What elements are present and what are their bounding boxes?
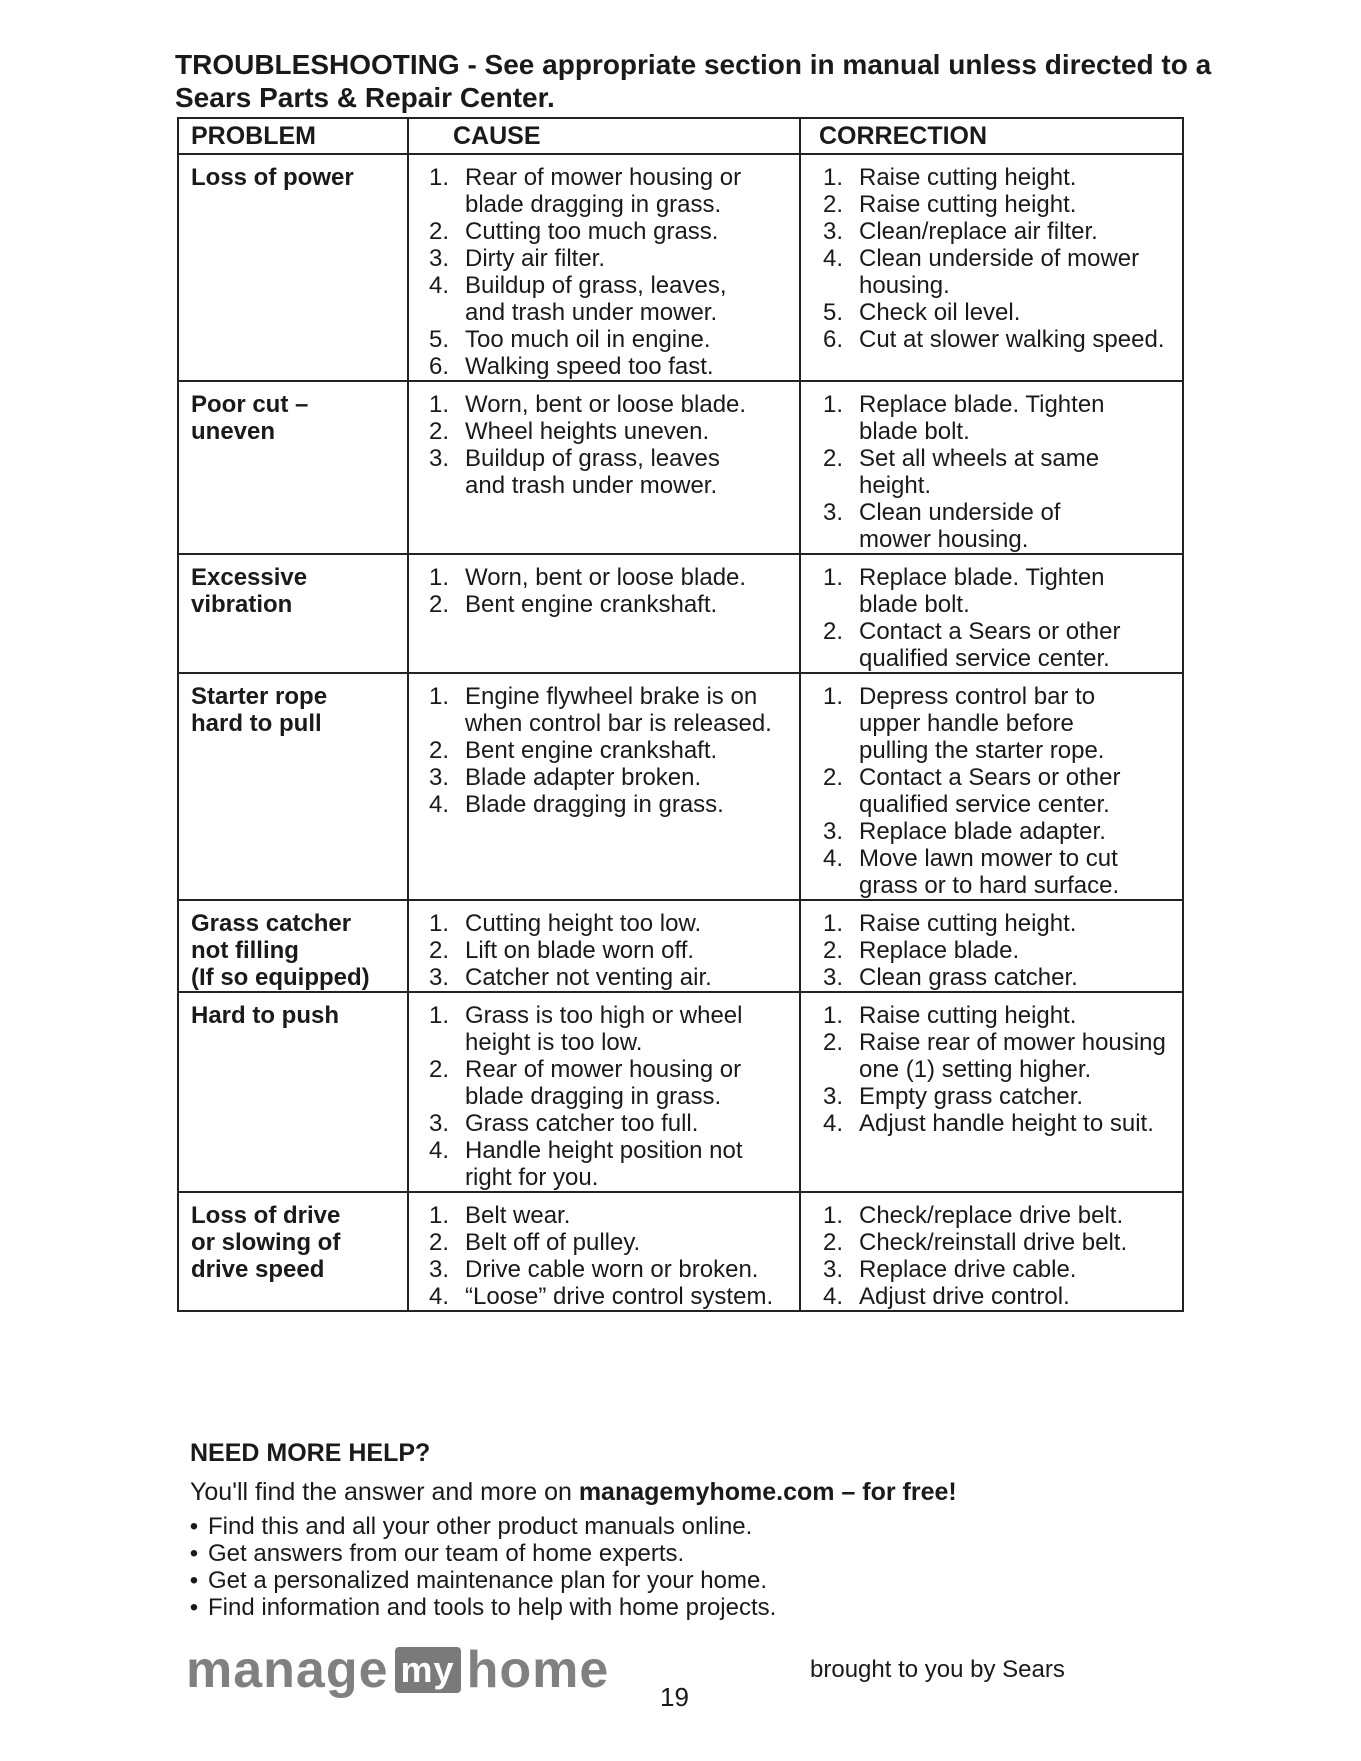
cause-item (425, 564, 799, 591)
item-number: 2. (429, 1056, 450, 1083)
item-number: 2. (823, 1029, 844, 1056)
item-number: 2. (429, 418, 450, 445)
item-number: 2. (429, 591, 450, 618)
item-number: 6. (429, 353, 450, 380)
table-header (179, 119, 1182, 155)
cause-cell (407, 674, 799, 899)
item-text: Replace blade adapter. (859, 818, 1106, 845)
cause-item (425, 272, 799, 326)
item-number: 2. (823, 1229, 844, 1256)
table-row (179, 382, 1182, 555)
item-number: 1. (429, 910, 450, 937)
bullet-dot-icon: • (189, 1567, 199, 1594)
correction-item (819, 618, 1182, 672)
cause-item (425, 1056, 799, 1110)
item-text: Clean underside of mower housing. (859, 245, 1140, 299)
problem-cell: Excessive vibration (191, 564, 308, 618)
item-text: Contact a Sears or other qualified service center. (859, 764, 1121, 818)
item-number: 2. (429, 737, 450, 764)
item-text: Engine flywheel brake is on when control bar is released. (465, 683, 772, 737)
item-number: 1. (429, 164, 450, 191)
cause-item (425, 1229, 799, 1256)
cause-item (425, 218, 799, 245)
correction-item (819, 1229, 1182, 1256)
correction-item (819, 1029, 1182, 1083)
item-number: 3. (823, 964, 844, 991)
correction-item (819, 445, 1182, 499)
cause-item (425, 683, 799, 737)
cause-item (425, 445, 799, 499)
table-row (179, 993, 1182, 1193)
correction-item (819, 499, 1182, 553)
item-number: 2. (429, 218, 450, 245)
correction-item (819, 1002, 1182, 1029)
item-number: 3. (429, 1256, 450, 1283)
item-text: Buildup of grass, leaves, and trash under mower. (465, 272, 727, 326)
item-text: Check/reinstall drive belt. (859, 1229, 1128, 1256)
logo-my: my (395, 1647, 461, 1693)
correction-item (819, 1202, 1182, 1229)
item-number: 3. (429, 764, 450, 791)
cause-item (425, 1137, 799, 1191)
item-text: Belt off of pulley. (465, 1229, 641, 1256)
item-number: 3. (429, 445, 450, 472)
item-number: 3. (823, 218, 844, 245)
item-number: 1. (823, 391, 844, 418)
help-bullet (180, 1513, 776, 1540)
item-text: Catcher not venting air. (465, 964, 712, 991)
item-text: Depress control bar to upper handle before pulling the starter rope. (859, 683, 1105, 764)
cause-item (425, 353, 799, 380)
item-number: 1. (429, 391, 450, 418)
item-text: Grass is too high or wheel height is too low. (465, 1002, 743, 1056)
cause-cell (407, 993, 799, 1191)
item-number: 4. (823, 245, 844, 272)
page-title: TROUBLESHOOTING - See appropriate section in manual unless directed to a Sears Parts & Repair Center. (175, 49, 1212, 113)
item-number: 4. (823, 1283, 844, 1310)
header-cause: CAUSE (407, 119, 799, 153)
cause-item (425, 391, 799, 418)
cause-item (425, 164, 799, 218)
page-number: 19 (660, 1682, 689, 1712)
troubleshooting-table (177, 117, 1184, 1312)
item-number: 2. (429, 937, 450, 964)
correction-item (819, 1256, 1182, 1283)
cause-cell (407, 382, 799, 553)
item-number: 1. (823, 683, 844, 710)
logo-home: home (466, 1641, 610, 1699)
item-text: Lift on blade worn off. (465, 937, 695, 964)
correction-item (819, 845, 1182, 899)
cause-item (425, 1110, 799, 1137)
bullet-dot-icon: • (189, 1594, 199, 1621)
correction-item (819, 391, 1182, 445)
help-bullet (180, 1540, 776, 1567)
item-text: Empty grass catcher. (859, 1083, 1084, 1110)
correction-item (819, 191, 1182, 218)
table-row (179, 555, 1182, 674)
item-text: Raise cutting height. (859, 191, 1077, 218)
item-text: Raise cutting height. (859, 1002, 1077, 1029)
item-number: 5. (429, 326, 450, 353)
item-text: Clean/replace air filter. (859, 218, 1098, 245)
item-number: 4. (429, 272, 450, 299)
item-text: Raise cutting height. (859, 164, 1077, 191)
correction-cell (799, 555, 1182, 672)
item-text: Contact a Sears or other qualified service center. (859, 618, 1121, 672)
cause-item (425, 1202, 799, 1229)
brought-by-text: brought to you by Sears (810, 1656, 1065, 1683)
item-number: 4. (429, 1283, 450, 1310)
correction-item (819, 564, 1182, 618)
correction-cell (799, 901, 1182, 991)
table-row (179, 674, 1182, 901)
cause-item (425, 764, 799, 791)
item-text: Cutting height too low. (465, 910, 702, 937)
item-text: Replace blade. (859, 937, 1020, 964)
cause-item (425, 964, 799, 991)
item-number: 4. (823, 845, 844, 872)
item-number: 1. (429, 1002, 450, 1029)
item-text: Too much oil in engine. (465, 326, 711, 353)
item-text: Adjust handle height to suit. (859, 1110, 1154, 1137)
correction-item (819, 218, 1182, 245)
item-number: 6. (823, 326, 844, 353)
item-text: Grass catcher too full. (465, 1110, 699, 1137)
cause-item (425, 791, 799, 818)
bullet-text: Find information and tools to help with home projects. (208, 1594, 777, 1621)
cause-item (425, 1283, 799, 1310)
cause-item (425, 937, 799, 964)
item-number: 3. (823, 1256, 844, 1283)
problem-cell: Hard to push (191, 1002, 339, 1029)
item-number: 4. (429, 791, 450, 818)
item-text: Belt wear. (465, 1202, 571, 1229)
bullet-text: Get answers from our team of home experts. (208, 1540, 685, 1567)
item-text: Bent engine crankshaft. (465, 737, 718, 764)
cause-item (425, 326, 799, 353)
correction-item (819, 683, 1182, 764)
item-number: 1. (823, 564, 844, 591)
item-number: 3. (823, 499, 844, 526)
table-row (179, 901, 1182, 993)
problem-cell: Loss of drive or slowing of drive speed (191, 1202, 341, 1283)
correction-item (819, 764, 1182, 818)
item-text: Worn, bent or loose blade. (465, 564, 747, 591)
item-text: “Loose” drive control system. (465, 1283, 774, 1310)
cause-item (425, 910, 799, 937)
problem-cell: Grass catcher not filling (If so equipped) (191, 910, 370, 991)
item-number: 3. (429, 964, 450, 991)
cause-cell (407, 155, 799, 380)
item-text: Drive cable worn or broken. (465, 1256, 759, 1283)
correction-cell (799, 993, 1182, 1191)
help-bullet-list (180, 1513, 776, 1621)
table-body (179, 155, 1182, 1310)
item-text: Raise rear of mower housing one (1) setting higher. (859, 1029, 1166, 1083)
help-intro-text: You'll find the answer and more on (190, 1478, 579, 1506)
item-number: 4. (429, 1137, 450, 1164)
correction-item (819, 326, 1182, 353)
item-text: Cut at slower walking speed. (859, 326, 1165, 353)
item-number: 1. (429, 1202, 450, 1229)
item-number: 2. (823, 764, 844, 791)
item-text: Walking speed too fast. (465, 353, 714, 380)
correction-item (819, 910, 1182, 937)
item-text: Replace drive cable. (859, 1256, 1077, 1283)
correction-cell (799, 382, 1182, 553)
item-text: Cutting too much grass. (465, 218, 719, 245)
item-text: Wheel heights uneven. (465, 418, 710, 445)
correction-cell (799, 674, 1182, 899)
item-number: 2. (823, 618, 844, 645)
bullet-dot-icon: • (189, 1540, 199, 1567)
item-text: Clean grass catcher. (859, 964, 1078, 991)
bullet-text: Find this and all your other product manuals online. (208, 1513, 753, 1540)
item-text: Rear of mower housing or blade dragging in grass. (465, 1056, 742, 1110)
item-number: 3. (429, 1110, 450, 1137)
correction-item (819, 1083, 1182, 1110)
correction-item (819, 964, 1182, 991)
managemyhome-logo (186, 1640, 609, 1700)
item-number: 2. (823, 445, 844, 472)
item-number: 3. (823, 818, 844, 845)
table-row (179, 1193, 1182, 1310)
bullet-dot-icon: • (189, 1513, 199, 1540)
cause-item (425, 1256, 799, 1283)
item-text: Check/replace drive belt. (859, 1202, 1124, 1229)
cause-item (425, 591, 799, 618)
correction-item (819, 164, 1182, 191)
cause-cell (407, 1193, 799, 1310)
header-correction: CORRECTION (799, 119, 1182, 153)
correction-item (819, 1110, 1182, 1137)
item-number: 2. (429, 1229, 450, 1256)
item-number: 4. (823, 1110, 844, 1137)
correction-cell (799, 155, 1182, 380)
item-number: 1. (823, 1202, 844, 1229)
correction-item (819, 937, 1182, 964)
correction-item (819, 299, 1182, 326)
item-number: 1. (429, 683, 450, 710)
help-bullet (180, 1594, 776, 1621)
table-row (179, 155, 1182, 382)
correction-item (819, 245, 1182, 299)
cause-cell (407, 555, 799, 672)
item-number: 2. (823, 191, 844, 218)
bullet-text: Get a personalized maintenance plan for your home. (208, 1567, 767, 1594)
correction-item (819, 818, 1182, 845)
help-title: NEED MORE HELP? (190, 1439, 431, 1467)
item-number: 2. (823, 937, 844, 964)
item-text: Clean underside of mower housing. (859, 499, 1061, 553)
problem-cell: Loss of power (191, 164, 354, 191)
item-text: Buildup of grass, leaves and trash under mower. (465, 445, 720, 499)
item-number: 3. (823, 1083, 844, 1110)
correction-cell (799, 1193, 1182, 1310)
item-text: Bent engine crankshaft. (465, 591, 718, 618)
cause-item (425, 418, 799, 445)
item-text: Replace blade. Tighten blade bolt. (859, 391, 1105, 445)
item-number: 3. (429, 245, 450, 272)
logo-manage: manage (186, 1641, 389, 1699)
help-bullet (180, 1567, 776, 1594)
cause-item (425, 1002, 799, 1056)
item-text: Replace blade. Tighten blade bolt. (859, 564, 1105, 618)
cause-cell (407, 901, 799, 991)
item-text: Raise cutting height. (859, 910, 1077, 937)
item-text: Worn, bent or loose blade. (465, 391, 747, 418)
item-text: Handle height position not right for you. (465, 1137, 743, 1191)
item-text: Blade dragging in grass. (465, 791, 724, 818)
problem-cell: Starter rope hard to pull (191, 683, 328, 737)
item-text: Move lawn mower to cut grass or to hard surface. (859, 845, 1120, 899)
item-text: Dirty air filter. (465, 245, 606, 272)
correction-item (819, 1283, 1182, 1310)
help-intro (190, 1478, 957, 1507)
item-number: 1. (429, 564, 450, 591)
cause-item (425, 245, 799, 272)
cause-item (425, 737, 799, 764)
help-intro-link: managemyhome.com – for free! (578, 1478, 957, 1506)
item-number: 1. (823, 910, 844, 937)
item-number: 1. (823, 1002, 844, 1029)
item-text: Rear of mower housing or blade dragging in grass. (465, 164, 742, 218)
item-number: 1. (823, 164, 844, 191)
item-text: Check oil level. (859, 299, 1021, 326)
item-text: Blade adapter broken. (465, 764, 702, 791)
item-text: Adjust drive control. (859, 1283, 1070, 1310)
problem-cell: Poor cut – uneven (191, 391, 309, 445)
header-problem: PROBLEM (191, 122, 316, 150)
item-text: Set all wheels at same height. (859, 445, 1100, 499)
item-number: 5. (823, 299, 844, 326)
